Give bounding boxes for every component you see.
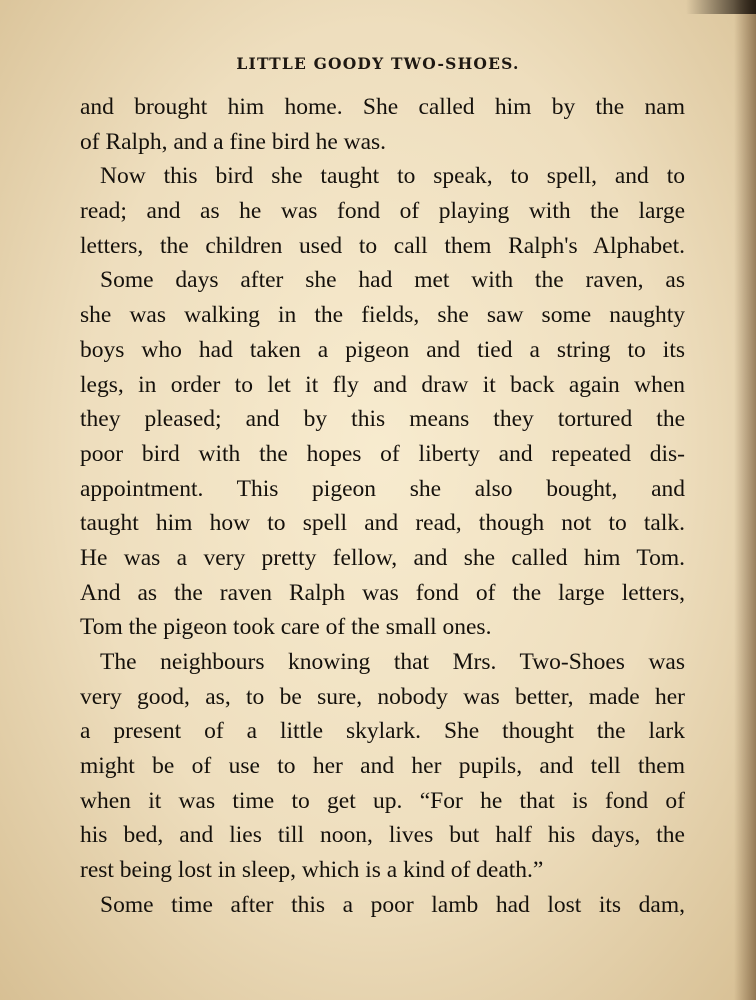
page-edge-shadow <box>734 0 756 1000</box>
text-line: poor bird with the hopes of liberty and repeated dis- <box>80 440 685 467</box>
text-line: when it was time to get up. “For he that is fond of <box>80 787 685 814</box>
text-line: and brought him home. She called him by the nam <box>80 94 685 120</box>
text-line: they pleased; and by this means they tortured the <box>80 406 685 433</box>
text-line: very good, as, to be sure, nobody was better, made her <box>80 683 685 710</box>
text-line: Now this bird she taught to speak, to spell, and to <box>100 163 685 190</box>
text-line: read; and as he was fond of playing with the large <box>80 198 685 225</box>
text-line: letters, the children used to call them Ralph's Alphabet. <box>80 232 685 259</box>
text-line: And as the raven Ralph was fond of the large letters, <box>80 579 685 606</box>
text-line: Some days after she had met with the raven, as <box>100 267 685 294</box>
text-line: Some time after this a poor lamb had lost its dam, <box>100 891 685 918</box>
text-line: boys who had taken a pigeon and tied a string to its <box>80 336 685 363</box>
text-line: legs, in order to let it fly and draw it back again when <box>80 371 685 398</box>
text-line: might be of use to her and her pupils, and tell them <box>80 753 685 780</box>
text-line: He was a very pretty fellow, and she called him Tom. <box>80 544 685 571</box>
text-line: a present of a little skylark. She thought the lark <box>80 718 685 745</box>
text-line: taught him how to spell and read, though not to talk. <box>80 510 685 537</box>
text-line: of Ralph, and a fine bird he was. <box>80 128 387 155</box>
text-line: his bed, and lies till noon, lives but half his days, the <box>80 822 685 849</box>
body-text <box>80 90 685 923</box>
text-line: Tom the pigeon took care of the small ones. <box>80 614 492 641</box>
text-line: rest being lost in sleep, which is a kind of death.” <box>80 857 544 884</box>
running-header: LITTLE GOODY TWO-SHOES. <box>236 54 520 73</box>
text-line: The neighbours knowing that Mrs. Two-Shoes was <box>100 649 685 675</box>
page-corner-shadow <box>686 0 756 14</box>
text-line: she was walking in the fields, she saw some naughty <box>80 302 685 329</box>
text-line: appointment. This pigeon she also bought, and <box>80 475 685 502</box>
